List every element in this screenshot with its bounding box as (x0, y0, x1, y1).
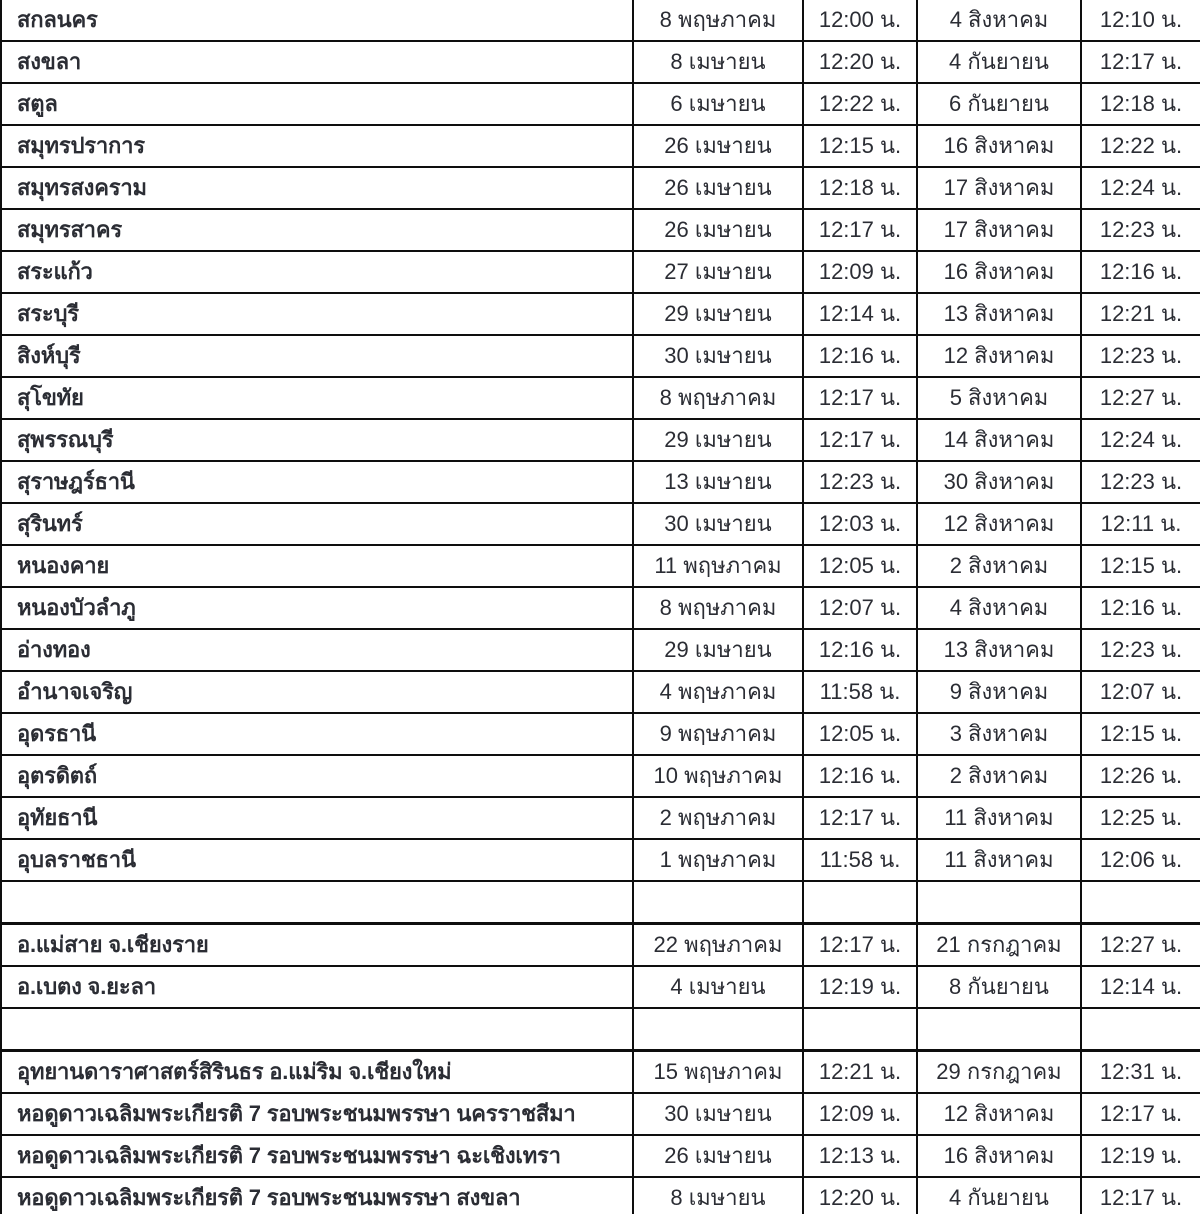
second-transit-date-cell: 16 สิงหาคม (917, 1135, 1081, 1177)
location-cell: หนองบัวลำภู (1, 587, 633, 629)
first-transit-date-cell: 11 พฤษภาคม (633, 545, 803, 587)
second-transit-date-cell: 4 สิงหาคม (917, 0, 1081, 41)
second-transit-time-cell: 12:17 น. (1081, 1093, 1200, 1135)
first-transit-time-cell: 12:15 น. (803, 125, 917, 167)
first-transit-time-cell: 12:16 น. (803, 335, 917, 377)
second-transit-time-cell: 12:25 น. (1081, 797, 1200, 839)
location-cell: สุราษฎร์ธานี (1, 461, 633, 503)
first-transit-date-cell: 8 พฤษภาคม (633, 377, 803, 419)
location-cell: อำนาจเจริญ (1, 671, 633, 713)
table-row (1, 41, 1200, 83)
spacer-row (1, 1008, 1200, 1051)
second-transit-time-cell: 12:27 น. (1081, 377, 1200, 419)
first-transit-date-cell (633, 881, 803, 924)
second-transit-time-cell: 12:31 น. (1081, 1051, 1200, 1094)
location-cell: สุโขทัย (1, 377, 633, 419)
second-transit-date-cell: 4 กันยายน (917, 41, 1081, 83)
first-transit-date-cell: 30 เมษายน (633, 503, 803, 545)
first-transit-time-cell: 12:20 น. (803, 1177, 917, 1214)
first-transit-date-cell: 29 เมษายน (633, 419, 803, 461)
first-transit-date-cell: 13 เมษายน (633, 461, 803, 503)
table-row (1, 671, 1200, 713)
table-row (1, 924, 1200, 967)
location-cell: สุพรรณบุรี (1, 419, 633, 461)
second-transit-date-cell: 4 กันยายน (917, 1177, 1081, 1214)
second-transit-date-cell: 12 สิงหาคม (917, 335, 1081, 377)
second-transit-date-cell: 6 กันยายน (917, 83, 1081, 125)
second-transit-date-cell: 29 กรกฎาคม (917, 1051, 1081, 1094)
first-transit-time-cell: 12:21 น. (803, 1051, 917, 1094)
first-transit-time-cell: 12:09 น. (803, 251, 917, 293)
first-transit-time-cell: 12:17 น. (803, 377, 917, 419)
second-transit-time-cell: 12:27 น. (1081, 924, 1200, 967)
first-transit-time-cell (803, 1008, 917, 1051)
first-transit-date-cell: 22 พฤษภาคม (633, 924, 803, 967)
location-cell: อุทัยธานี (1, 797, 633, 839)
first-transit-time-cell: 12:09 น. (803, 1093, 917, 1135)
first-transit-date-cell: 26 เมษายน (633, 209, 803, 251)
first-transit-date-cell: 8 พฤษภาคม (633, 587, 803, 629)
second-transit-date-cell: 3 สิงหาคม (917, 713, 1081, 755)
first-transit-date-cell: 30 เมษายน (633, 335, 803, 377)
location-cell: สระแก้ว (1, 251, 633, 293)
first-transit-time-cell: 12:20 น. (803, 41, 917, 83)
location-cell: อุตรดิตถ์ (1, 755, 633, 797)
first-transit-time-cell: 12:18 น. (803, 167, 917, 209)
table-row (1, 377, 1200, 419)
table-row (1, 419, 1200, 461)
location-cell: สกลนคร (1, 0, 633, 41)
second-transit-time-cell: 12:21 น. (1081, 293, 1200, 335)
second-transit-time-cell: 12:17 น. (1081, 41, 1200, 83)
first-transit-date-cell: 30 เมษายน (633, 1093, 803, 1135)
first-transit-time-cell: 12:17 น. (803, 797, 917, 839)
first-transit-date-cell: 26 เมษายน (633, 125, 803, 167)
first-transit-time-cell: 12:19 น. (803, 966, 917, 1008)
second-transit-date-cell: 9 สิงหาคม (917, 671, 1081, 713)
second-transit-date-cell: 13 สิงหาคม (917, 293, 1081, 335)
second-transit-time-cell: 12:24 น. (1081, 419, 1200, 461)
first-transit-time-cell (803, 881, 917, 924)
first-transit-time-cell: 12:22 น. (803, 83, 917, 125)
location-cell: หอดูดาวเฉลิมพระเกียรติ 7 รอบพระชนมพรรษา สงขลา (1, 1177, 633, 1214)
first-transit-date-cell: 29 เมษายน (633, 293, 803, 335)
second-transit-date-cell: 2 สิงหาคม (917, 545, 1081, 587)
first-transit-date-cell: 6 เมษายน (633, 83, 803, 125)
second-transit-date-cell: 17 สิงหาคม (917, 209, 1081, 251)
second-transit-time-cell: 12:14 น. (1081, 966, 1200, 1008)
first-transit-date-cell: 27 เมษายน (633, 251, 803, 293)
first-transit-time-cell: 11:58 น. (803, 671, 917, 713)
second-transit-date-cell: 16 สิงหาคม (917, 251, 1081, 293)
second-transit-time-cell (1081, 1008, 1200, 1051)
second-transit-time-cell: 12:18 น. (1081, 83, 1200, 125)
first-transit-time-cell: 12:14 น. (803, 293, 917, 335)
first-transit-time-cell: 12:07 น. (803, 587, 917, 629)
second-transit-time-cell: 12:15 น. (1081, 713, 1200, 755)
first-transit-date-cell: 9 พฤษภาคม (633, 713, 803, 755)
table-row (1, 545, 1200, 587)
table-row (1, 293, 1200, 335)
first-transit-time-cell: 12:17 น. (803, 209, 917, 251)
second-transit-time-cell (1081, 881, 1200, 924)
location-cell: สตูล (1, 83, 633, 125)
second-transit-date-cell: 30 สิงหาคม (917, 461, 1081, 503)
first-transit-date-cell: 8 พฤษภาคม (633, 0, 803, 41)
table-row (1, 83, 1200, 125)
second-transit-date-cell: 12 สิงหาคม (917, 1093, 1081, 1135)
first-transit-time-cell: 12:05 น. (803, 713, 917, 755)
location-cell: หอดูดาวเฉลิมพระเกียรติ 7 รอบพระชนมพรรษา ฉะเชิงเทรา (1, 1135, 633, 1177)
location-cell: สมุทรสงคราม (1, 167, 633, 209)
table-row (1, 839, 1200, 881)
table-row (1, 503, 1200, 545)
location-cell: หนองคาย (1, 545, 633, 587)
table-row (1, 335, 1200, 377)
second-transit-date-cell: 21 กรกฎาคม (917, 924, 1081, 967)
table-row (1, 209, 1200, 251)
second-transit-date-cell (917, 1008, 1081, 1051)
first-transit-time-cell: 12:16 น. (803, 755, 917, 797)
location-cell: สงขลา (1, 41, 633, 83)
spacer-row (1, 881, 1200, 924)
second-transit-date-cell: 14 สิงหาคม (917, 419, 1081, 461)
second-transit-time-cell: 12:07 น. (1081, 671, 1200, 713)
table-row (1, 587, 1200, 629)
second-transit-date-cell: 11 สิงหาคม (917, 797, 1081, 839)
first-transit-date-cell: 8 เมษายน (633, 41, 803, 83)
location-cell: อ.แม่สาย จ.เชียงราย (1, 924, 633, 967)
location-cell (1, 881, 633, 924)
table-row (1, 713, 1200, 755)
first-transit-time-cell: 12:17 น. (803, 924, 917, 967)
second-transit-time-cell: 12:23 น. (1081, 209, 1200, 251)
location-cell: สมุทรสาคร (1, 209, 633, 251)
table-row (1, 1177, 1200, 1214)
second-transit-time-cell: 12:11 น. (1081, 503, 1200, 545)
second-transit-date-cell: 4 สิงหาคม (917, 587, 1081, 629)
first-transit-date-cell: 8 เมษายน (633, 1177, 803, 1214)
first-transit-date-cell: 1 พฤษภาคม (633, 839, 803, 881)
location-cell: สระบุรี (1, 293, 633, 335)
table-row (1, 125, 1200, 167)
first-transit-date-cell (633, 1008, 803, 1051)
second-transit-time-cell: 12:16 น. (1081, 251, 1200, 293)
table-row (1, 1093, 1200, 1135)
first-transit-date-cell: 10 พฤษภาคม (633, 755, 803, 797)
second-transit-date-cell: 11 สิงหาคม (917, 839, 1081, 881)
second-transit-date-cell: 17 สิงหาคม (917, 167, 1081, 209)
table-row (1, 1051, 1200, 1094)
second-transit-time-cell: 12:16 น. (1081, 587, 1200, 629)
location-cell: สมุทรปราการ (1, 125, 633, 167)
location-cell (1, 1008, 633, 1051)
first-transit-time-cell: 12:16 น. (803, 629, 917, 671)
second-transit-time-cell: 12:22 น. (1081, 125, 1200, 167)
second-transit-time-cell: 12:17 น. (1081, 1177, 1200, 1214)
first-transit-date-cell: 15 พฤษภาคม (633, 1051, 803, 1094)
first-transit-date-cell: 29 เมษายน (633, 629, 803, 671)
first-transit-time-cell: 12:13 น. (803, 1135, 917, 1177)
first-transit-date-cell: 2 พฤษภาคม (633, 797, 803, 839)
table-row (1, 251, 1200, 293)
second-transit-date-cell: 2 สิงหาคม (917, 755, 1081, 797)
location-cell: อ่างทอง (1, 629, 633, 671)
second-transit-date-cell: 5 สิงหาคม (917, 377, 1081, 419)
second-transit-date-cell: 16 สิงหาคม (917, 125, 1081, 167)
table-row (1, 0, 1200, 41)
table-body (1, 0, 1200, 1214)
table-row (1, 1135, 1200, 1177)
first-transit-date-cell: 4 พฤษภาคม (633, 671, 803, 713)
first-transit-time-cell: 12:23 น. (803, 461, 917, 503)
first-transit-date-cell: 26 เมษายน (633, 1135, 803, 1177)
table-row (1, 966, 1200, 1008)
second-transit-time-cell: 12:15 น. (1081, 545, 1200, 587)
location-cell: อุบลราชธานี (1, 839, 633, 881)
second-transit-time-cell: 12:10 น. (1081, 0, 1200, 41)
location-cell: หอดูดาวเฉลิมพระเกียรติ 7 รอบพระชนมพรรษา นครราชสีมา (1, 1093, 633, 1135)
first-transit-date-cell: 4 เมษายน (633, 966, 803, 1008)
table-row (1, 167, 1200, 209)
first-transit-time-cell: 12:05 น. (803, 545, 917, 587)
second-transit-date-cell (917, 881, 1081, 924)
second-transit-time-cell: 12:26 น. (1081, 755, 1200, 797)
first-transit-time-cell: 12:03 น. (803, 503, 917, 545)
location-cell: สิงห์บุรี (1, 335, 633, 377)
first-transit-time-cell: 12:17 น. (803, 419, 917, 461)
second-transit-time-cell: 12:23 น. (1081, 629, 1200, 671)
second-transit-time-cell: 12:23 น. (1081, 335, 1200, 377)
location-cell: อุดรธานี (1, 713, 633, 755)
second-transit-date-cell: 8 กันยายน (917, 966, 1081, 1008)
second-transit-time-cell: 12:23 น. (1081, 461, 1200, 503)
second-transit-date-cell: 12 สิงหาคม (917, 503, 1081, 545)
location-cell: สุรินทร์ (1, 503, 633, 545)
table-row (1, 629, 1200, 671)
location-cell: อุทยานดาราศาสตร์สิรินธร อ.แม่ริม จ.เชียงใหม่ (1, 1051, 633, 1094)
location-cell: อ.เบตง จ.ยะลา (1, 966, 633, 1008)
first-transit-time-cell: 11:58 น. (803, 839, 917, 881)
first-transit-time-cell: 12:00 น. (803, 0, 917, 41)
second-transit-date-cell: 13 สิงหาคม (917, 629, 1081, 671)
second-transit-time-cell: 12:19 น. (1081, 1135, 1200, 1177)
table-row (1, 461, 1200, 503)
second-transit-time-cell: 12:06 น. (1081, 839, 1200, 881)
table-row (1, 755, 1200, 797)
first-transit-date-cell: 26 เมษายน (633, 167, 803, 209)
second-transit-time-cell: 12:24 น. (1081, 167, 1200, 209)
table-row (1, 797, 1200, 839)
